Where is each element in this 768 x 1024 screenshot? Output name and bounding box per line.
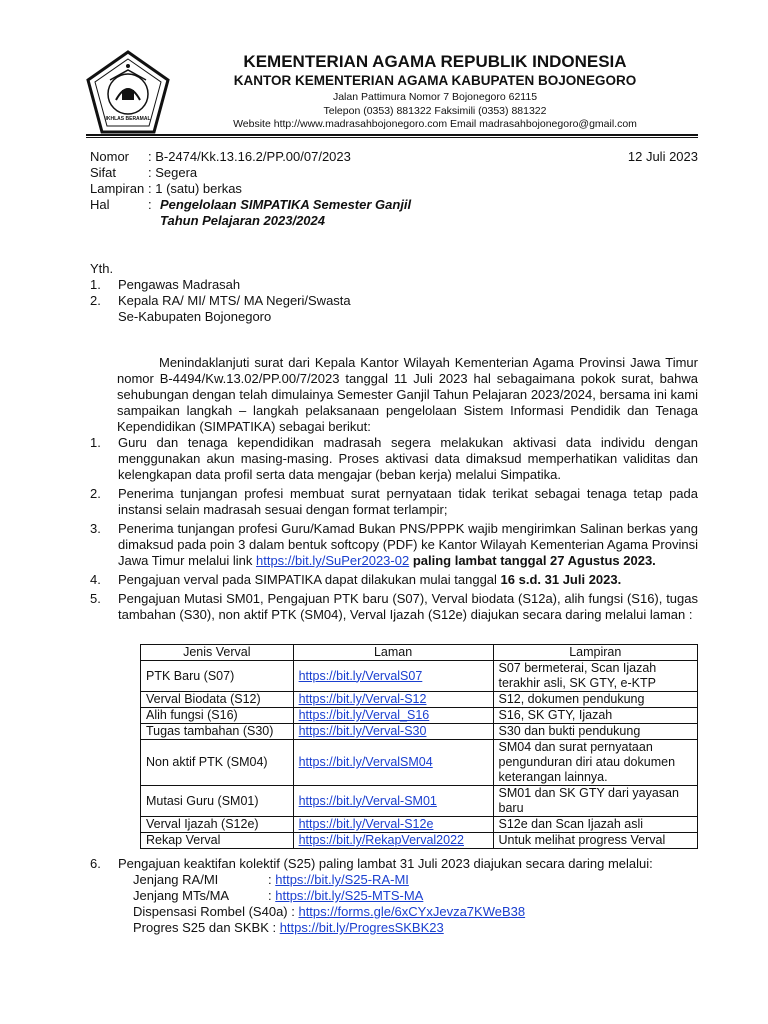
hal-label: Hal [90, 197, 110, 212]
step-3 [90, 521, 698, 569]
cell-laman [293, 833, 493, 849]
step-2-text: Penerima tunjangan profesi membuat surat pernyataan tidak terikat sebagai tenaga tetap pada instansi selain madrasah sesuai dengan format terlampir; [118, 486, 698, 517]
verval-link[interactable]: https://bit.ly/Verval-SM01 [298, 793, 437, 808]
header-lampiran: Lampiran [493, 645, 698, 661]
table-row [141, 692, 698, 708]
cell-lampiran: S30 dan bukti pendukung [493, 724, 698, 740]
ministry-logo [86, 50, 170, 134]
cell-lampiran: Untuk melihat progress Verval [493, 833, 698, 849]
cell-jenis: Mutasi Guru (SM01) [141, 786, 294, 817]
step-5-number: 5. [90, 591, 101, 606]
cell-lampiran: S16, SK GTY, Ijazah [493, 708, 698, 724]
cell-laman [293, 724, 493, 740]
step-3-number: 3. [90, 521, 101, 536]
step-4 [90, 572, 698, 588]
intro-paragraph [117, 355, 698, 435]
verval-link[interactable]: https://bit.ly/VervalSM04 [298, 755, 433, 769]
address: Jalan Pattimura Nomor 7 Bojonegoro 62115 [332, 91, 538, 103]
verval-table [140, 644, 698, 849]
step-1-number: 1. [90, 435, 101, 450]
cell-lampiran: S12e dan Scan Ijazah asli [493, 817, 698, 833]
header-laman: Laman [293, 645, 493, 661]
dispensasi-label: Dispensasi Rombel (S40a) : [133, 904, 299, 919]
dispensasi-link[interactable]: https://forms.gle/6xCYxJevza7KWeB38 [298, 904, 526, 919]
step-6-number: 6. [90, 856, 101, 871]
header-rule-thin [86, 137, 698, 138]
cell-jenis: Verval Ijazah (S12e) [141, 817, 294, 833]
step-4-number: 4. [90, 572, 101, 587]
step-5-text: Pengajuan Mutasi SM01, Pengajuan PTK baru (S07), Verval biodata (S12a), alih fungsi (S16), tugas tambahan (S30), non aktif PTK (SM04), Verval Ijazah (S12e) diajukan secara daring melalui laman : [118, 591, 698, 622]
verval-link[interactable]: https://bit.ly/Verval-S12e [298, 817, 434, 831]
sifat-label: Sifat [90, 165, 117, 180]
header-rule [86, 134, 698, 136]
cell-lampiran: SM04 dan surat pernyataan pengunduran diri atau dokumen keterangan lainnya. [493, 740, 698, 786]
cell-laman [293, 661, 493, 692]
s25-mts-link[interactable]: https://bit.ly/S25-MTS-MA [275, 888, 424, 903]
phone: Telepon (0353) 881322 Faksimili (0353) 881322 [323, 105, 547, 117]
dispensasi-row [133, 904, 525, 920]
progres-label: Progres S25 dan SKBK : [133, 920, 280, 935]
lampiran-value: : 1 (satu) berkas [148, 181, 242, 196]
step-1 [90, 435, 698, 483]
step-4-dates: 16 s.d. 31 Juli 2023. [500, 572, 622, 587]
step-5 [90, 591, 698, 623]
table-row [141, 740, 698, 786]
cell-lampiran: SM01 dan SK GTY dari yayasan baru [493, 786, 698, 817]
s25-ra-label: Jenjang RA/MI [133, 872, 219, 887]
office-name: KANTOR KEMENTERIAN AGAMA KABUPATEN BOJONEGORO [233, 73, 637, 88]
recipient-1-number: 1. [90, 277, 101, 292]
step-3-text: Penerima tunjangan profesi Guru/Kamad Bukan PNS/PPPK wajib mengirimkan Salinan berkas yang dimaksud pada poin 3 dalam bentuk softcopy (PDF) ke Kantor Wilayah Kementerian Agama Provinsi Jawa Timur melalui link [118, 521, 698, 568]
step-1-text: Guru dan tenaga kependidikan madrasah segera melakukan aktivasi data individu dengan menggunakan akun masing-masing. Proses aktivasi data dimaksud memperhatikan validitas dan kelengkapan data profil serta data mengajar (beban kerja) melalui Simpatika. [118, 435, 698, 482]
website-email: Website http://www.madrasahbojonegoro.com Email madrasahbojonegoro@gmail.com [233, 118, 637, 130]
cell-lampiran: S07 bermeterai, Scan Ijazah terakhir asli, SK GTY, e-KTP [493, 661, 698, 692]
s25-ra-separator: : [268, 872, 276, 887]
verval-link[interactable]: https://bit.ly/Verval_S16 [298, 708, 430, 722]
step-4-text: Pengajuan verval pada SIMPATIKA dapat dilakukan mulai tanggal [118, 572, 501, 587]
progres-link[interactable]: https://bit.ly/ProgresSKBK23 [279, 920, 444, 935]
header-jenis: Jenis Verval [141, 645, 294, 661]
s25-mts-separator: : [268, 888, 276, 903]
cell-laman [293, 786, 493, 817]
step-3-link[interactable]: https://bit.ly/SuPer2023-02 [256, 553, 410, 568]
nomor-value: : B-2474/Kk.13.16.2/PP.00/07/2023 [148, 149, 351, 164]
cell-laman [293, 740, 493, 786]
verval-link[interactable]: https://bit.ly/VervalS07 [298, 668, 423, 683]
subject-line-1: Pengelolaan SIMPATIKA Semester Ganjil [160, 197, 412, 212]
recipient-2-number: 2. [90, 293, 101, 308]
cell-laman [293, 692, 493, 708]
s25-mts-row [133, 888, 423, 904]
step-6 [90, 856, 700, 872]
cell-jenis: Tugas tambahan (S30) [141, 724, 294, 740]
cell-jenis: PTK Baru (S07) [141, 661, 294, 692]
table-row [141, 708, 698, 724]
intro-text: Menindaklanjuti surat dari Kepala Kantor Wilayah Kementerian Agama Provinsi Jawa Timur nomor B-4494/Kw.13.02/PP.00/7/2023 tanggal 11 Juli 2023 hal sebagaimana pokok surat, bahwa sehubungan dengan telah dimulainya Semester Ganjil Tahun Pelajaran 2023/2024, bersama ini kami sampaikan langkah – langkah pelaksanaan pengelolaan Sistem Informasi Pendidik dan Tenaga Kependidikan (SIMPATIKA) sebagai berikut: [117, 355, 698, 434]
steps-list [90, 435, 698, 626]
verval-link[interactable]: https://bit.ly/RekapVerval2022 [298, 833, 464, 847]
letter-date: 12 Juli 2023 [627, 149, 698, 164]
nomor-label: Nomor [90, 149, 130, 164]
sifat-value: : Segera [148, 165, 198, 180]
verval-link[interactable]: https://bit.ly/Verval-S30 [298, 724, 427, 738]
table-row [141, 724, 698, 740]
verval-link[interactable]: https://bit.ly/Verval-S12 [298, 692, 427, 706]
s25-mts-label: Jenjang MTs/MA [133, 888, 230, 903]
cell-laman [293, 708, 493, 724]
cell-jenis: Alih fungsi (S16) [141, 708, 294, 724]
cell-jenis: Non aktif PTK (SM04) [141, 740, 294, 786]
s25-ra-link[interactable]: https://bit.ly/S25-RA-MI [275, 872, 409, 887]
subject-line-2: Tahun Pelajaran 2023/2024 [160, 213, 326, 228]
recipient-1: Pengawas Madrasah [118, 277, 241, 292]
hal-colon: : [148, 197, 152, 212]
step-6-text: Pengajuan keaktifan kolektif (S25) paling lambat 31 Juli 2023 diajukan secara daring melalui: [118, 856, 653, 871]
lampiran-label: Lampiran [90, 181, 145, 196]
progres-row [133, 920, 444, 936]
cell-jenis: Verval Biodata (S12) [141, 692, 294, 708]
table-row [141, 833, 698, 849]
step-3-deadline: paling lambat tanggal 27 Agustus 2023. [409, 553, 656, 568]
svg-text:IKHLAS BERAMAL: IKHLAS BERAMAL [105, 116, 151, 122]
table-header-row [141, 645, 698, 661]
s25-ra-row [133, 872, 409, 888]
cell-laman [293, 817, 493, 833]
recipient-2: Kepala RA/ MI/ MTS/ MA Negeri/Swasta [118, 293, 351, 308]
step-2-number: 2. [90, 486, 101, 501]
ministry-name: KEMENTERIAN AGAMA REPUBLIK INDONESIA [243, 52, 627, 71]
recipient-2-sub: Se-Kabupaten Bojonegoro [118, 309, 272, 324]
table-row [141, 817, 698, 833]
cell-lampiran: S12, dokumen pendukung [493, 692, 698, 708]
table-row [141, 661, 698, 692]
cell-jenis: Rekap Verval [141, 833, 294, 849]
step-2 [90, 486, 698, 518]
table-row [141, 786, 698, 817]
yth: Yth. [90, 261, 114, 276]
